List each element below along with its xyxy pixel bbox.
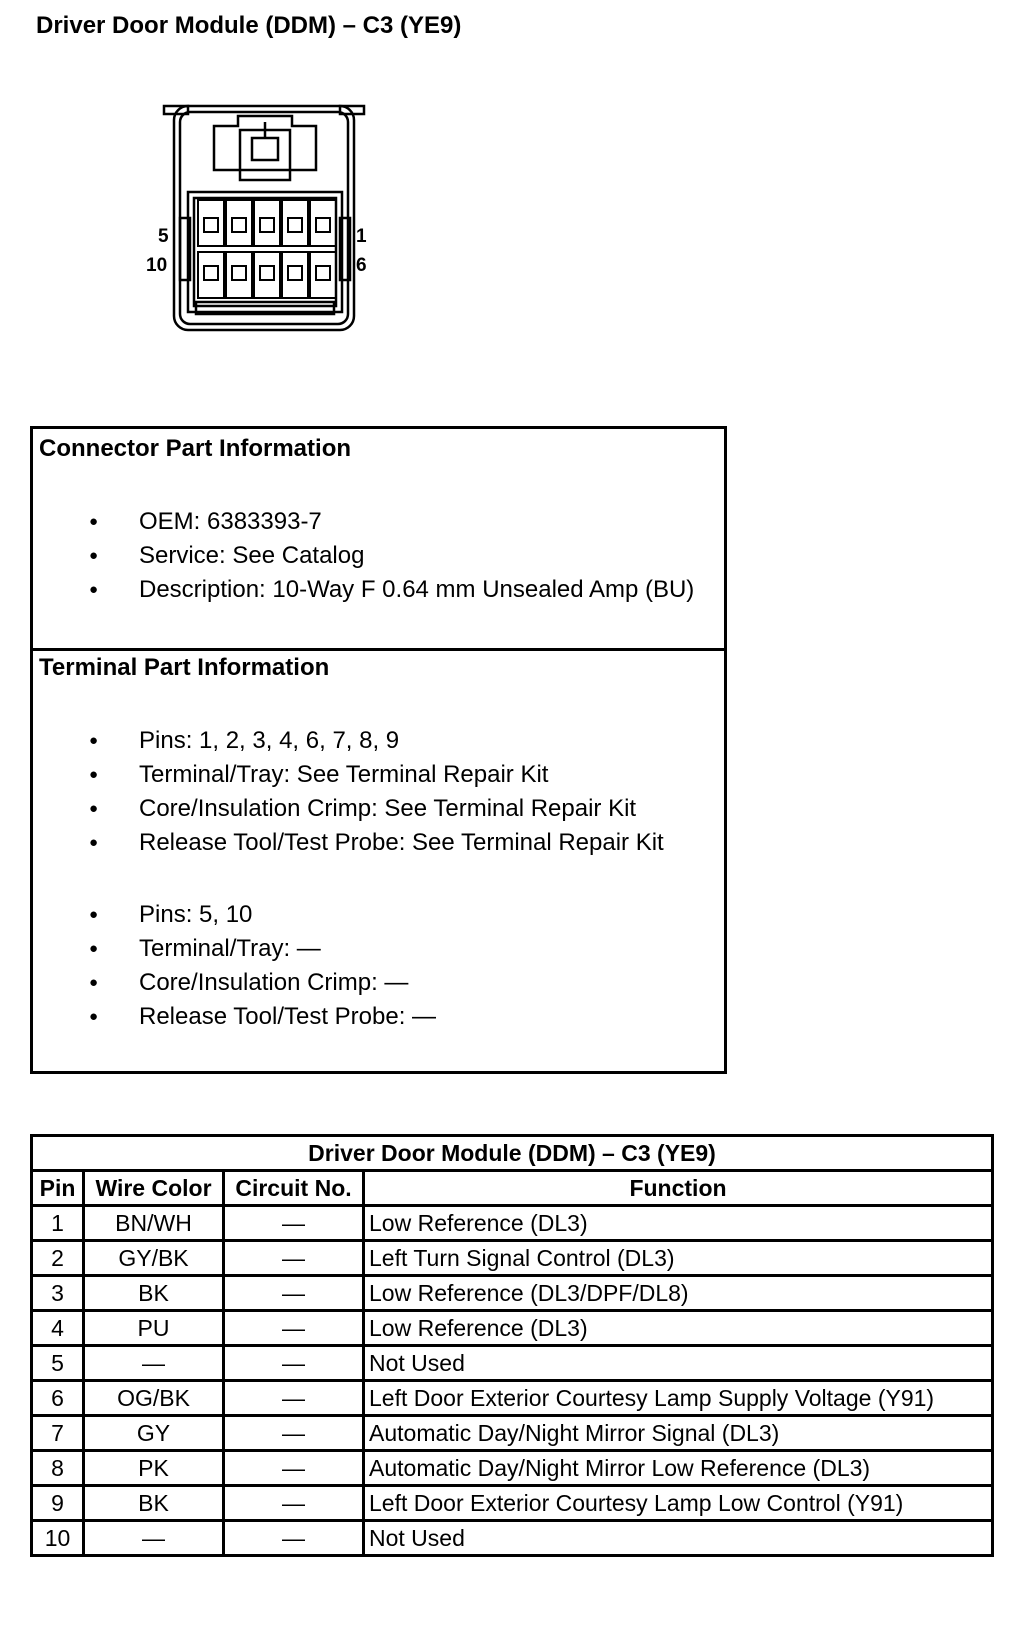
list-item: ● Pins: 1, 2, 3, 4, 6, 7, 8, 9	[33, 724, 664, 758]
connector-diagram	[140, 100, 370, 340]
table-row	[32, 1451, 993, 1486]
cell-wire-color: PK	[84, 1451, 224, 1486]
cell-wire-color: PU	[84, 1311, 224, 1346]
cell-pin: 1	[32, 1206, 84, 1241]
header-function: Function	[364, 1171, 993, 1206]
cell-circuit-no: —	[224, 1451, 364, 1486]
cell-circuit-no: —	[224, 1416, 364, 1451]
cell-pin: 2	[32, 1241, 84, 1276]
list-item: ● Core/Insulation Crimp: See Terminal Repair Kit	[33, 792, 664, 826]
cell-function: Left Door Exterior Courtesy Lamp Low Control (Y91)	[364, 1486, 993, 1521]
table-row	[32, 1486, 993, 1521]
list-item: ● Service: See Catalog	[33, 539, 694, 573]
header-wire-color: Wire Color	[84, 1171, 224, 1206]
table-row	[32, 1241, 993, 1276]
cell-circuit-no: —	[224, 1486, 364, 1521]
cell-pin: 5	[32, 1346, 84, 1381]
cell-circuit-no: —	[224, 1311, 364, 1346]
cell-pin: 4	[32, 1311, 84, 1346]
list-item: ● Release Tool/Test Probe: See Terminal Repair Kit	[33, 826, 664, 860]
table-title: Driver Door Module (DDM) – C3 (YE9)	[32, 1136, 993, 1171]
cell-function: Low Reference (DL3)	[364, 1311, 993, 1346]
list-item: ● Description: 10-Way F 0.64 mm Unsealed Amp (BU)	[33, 573, 694, 607]
pin-label-10: 10	[146, 255, 168, 276]
cell-function: Not Used	[364, 1521, 993, 1556]
table-row	[32, 1311, 993, 1346]
terminal-info-title: Terminal Part Information	[39, 654, 330, 681]
cell-function: Not Used	[364, 1346, 993, 1381]
cell-wire-color: BN/WH	[84, 1206, 224, 1241]
list-item: ● Pins: 5, 10	[33, 898, 436, 932]
cell-pin: 9	[32, 1486, 84, 1521]
page-title: Driver Door Module (DDM) – C3 (YE9)	[36, 12, 462, 39]
cell-wire-color: BK	[84, 1486, 224, 1521]
pin-label-5: 5	[158, 226, 169, 247]
connector-info-title: Connector Part Information	[39, 435, 352, 462]
table-row	[32, 1416, 993, 1451]
terminal-info-group-1	[33, 724, 664, 860]
table-row	[32, 1276, 993, 1311]
cell-pin: 3	[32, 1276, 84, 1311]
cell-wire-color: BK	[84, 1276, 224, 1311]
connector-info-list	[33, 505, 694, 607]
cell-pin: 8	[32, 1451, 84, 1486]
part-information-box	[30, 426, 727, 1074]
cell-pin: 10	[32, 1521, 84, 1556]
list-item: ● Release Tool/Test Probe: —	[33, 1000, 436, 1034]
pin-label-1: 1	[356, 226, 367, 247]
cell-function: Left Door Exterior Courtesy Lamp Supply Voltage (Y91)	[364, 1381, 993, 1416]
cell-function: Low Reference (DL3)	[364, 1206, 993, 1241]
pin-label-6: 6	[356, 255, 367, 276]
table-header-row	[32, 1171, 993, 1206]
cell-wire-color: OG/BK	[84, 1381, 224, 1416]
cell-pin: 7	[32, 1416, 84, 1451]
connector-part-information	[33, 429, 724, 651]
cell-circuit-no: —	[224, 1381, 364, 1416]
list-item: ● Terminal/Tray: See Terminal Repair Kit	[33, 758, 664, 792]
cell-function: Automatic Day/Night Mirror Signal (DL3)	[364, 1416, 993, 1451]
cell-wire-color: GY/BK	[84, 1241, 224, 1276]
cell-function: Low Reference (DL3/DPF/DL8)	[364, 1276, 993, 1311]
terminal-cavities	[198, 200, 336, 298]
table-title-row	[32, 1136, 993, 1171]
cell-function: Automatic Day/Night Mirror Low Reference (DL3)	[364, 1451, 993, 1486]
table-row	[32, 1381, 993, 1416]
pinout-table	[30, 1134, 994, 1557]
list-item: ● OEM: 6383393-7	[33, 505, 694, 539]
header-pin: Pin	[32, 1171, 84, 1206]
table-row	[32, 1346, 993, 1381]
cell-circuit-no: —	[224, 1206, 364, 1241]
cell-pin: 6	[32, 1381, 84, 1416]
list-item: ● Terminal/Tray: —	[33, 932, 436, 966]
terminal-part-information	[33, 648, 724, 1071]
cell-circuit-no: —	[224, 1276, 364, 1311]
terminal-info-group-2	[33, 898, 436, 1034]
connector-face-drawing	[140, 100, 370, 340]
table-row	[32, 1521, 993, 1556]
header-circuit-no: Circuit No.	[224, 1171, 364, 1206]
cell-wire-color: —	[84, 1346, 224, 1381]
cell-wire-color: GY	[84, 1416, 224, 1451]
cell-wire-color: —	[84, 1521, 224, 1556]
cell-circuit-no: —	[224, 1346, 364, 1381]
cell-circuit-no: —	[224, 1521, 364, 1556]
list-item: ● Core/Insulation Crimp: —	[33, 966, 436, 1000]
cell-function: Left Turn Signal Control (DL3)	[364, 1241, 993, 1276]
table-row	[32, 1206, 993, 1241]
cell-circuit-no: —	[224, 1241, 364, 1276]
